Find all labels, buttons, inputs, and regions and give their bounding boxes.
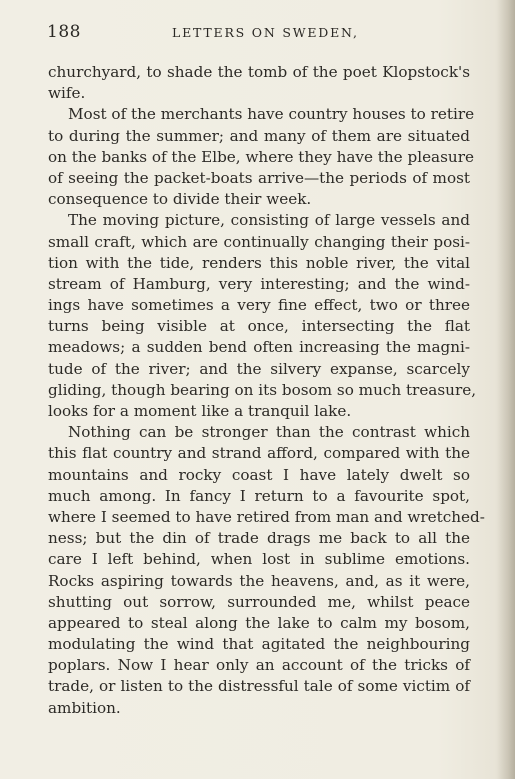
body-text — [48, 62, 485, 719]
paragraph — [48, 210, 477, 422]
paragraph — [48, 422, 485, 719]
text-line: shutting out sorrow, surrounded me, whilst peace — [48, 592, 470, 611]
text-line: care I left behind, when lost in sublime emotions. — [48, 550, 470, 569]
page-number: 188 — [47, 22, 81, 42]
text-line: Most of the merchants have country houses to retire — [68, 105, 475, 124]
text-line: looks for a moment like a tranquil lake. — [48, 402, 352, 420]
text-line: where I seemed to have retired from man and wretched- — [48, 507, 485, 526]
text-line: ings have sometimes a very fine effect, two or three — [48, 296, 470, 315]
text-line: meadows; a sudden bend often increasing the magni- — [48, 338, 470, 357]
text-line: much among. In fancy I return to a favourite spot, — [48, 486, 470, 505]
page-edge-shadow — [497, 0, 515, 779]
text-line: gliding, though bearing on its bosom so much treasure, — [48, 380, 477, 399]
text-line: on the banks of the Elbe, where they have the pleasure — [48, 147, 474, 166]
text-line: tion with the tide, renders this noble river, the vital — [48, 253, 470, 272]
running-head: LETTERS ON SWEDEN, — [172, 25, 359, 40]
text-line: churchyard, to shade the tomb of the poet Klopstock's — [48, 63, 470, 81]
text-line: stream of Hamburg, very interesting; and the wind- — [48, 274, 470, 293]
text-line: turns being visible at once, intersecting the flat — [48, 317, 470, 336]
text-line: ness; but the din of trade drags me back to all the — [48, 529, 470, 548]
paragraph — [48, 62, 470, 104]
text-line: modulating the wind that agitated the neighbouring — [48, 635, 470, 654]
page-header — [47, 22, 467, 44]
text-line: trade, or listen to the distressful tale of some victim of — [48, 677, 470, 696]
text-line: ambition. — [48, 698, 121, 717]
text-line: this flat country and strand afford, compared with the — [48, 444, 470, 463]
text-line: consequence to divide their week. — [48, 190, 312, 209]
text-line: poplars. Now I hear only an account of the tricks of — [48, 656, 470, 675]
text-line: of seeing the packet-boats arrive—the periods of most — [48, 168, 470, 187]
paragraph — [48, 104, 475, 210]
text-line: Rocks aspiring towards the heavens, and, as it were, — [48, 571, 470, 590]
text-line: to during the summer; and many of them are situated — [48, 126, 470, 145]
text-line: wife. — [48, 84, 86, 103]
text-line: The moving picture, consisting of large vessels and — [68, 211, 470, 230]
text-line: Nothing can be stronger than the contrast which — [68, 423, 470, 442]
text-line: mountains and rocky coast I have lately dwelt so — [48, 465, 470, 484]
text-line: appeared to steal along the lake to calm my bosom, — [48, 613, 470, 632]
text-line: tude of the river; and the silvery expanse, scarcely — [48, 359, 470, 378]
text-line: small craft, which are continually changing their posi- — [48, 232, 470, 251]
